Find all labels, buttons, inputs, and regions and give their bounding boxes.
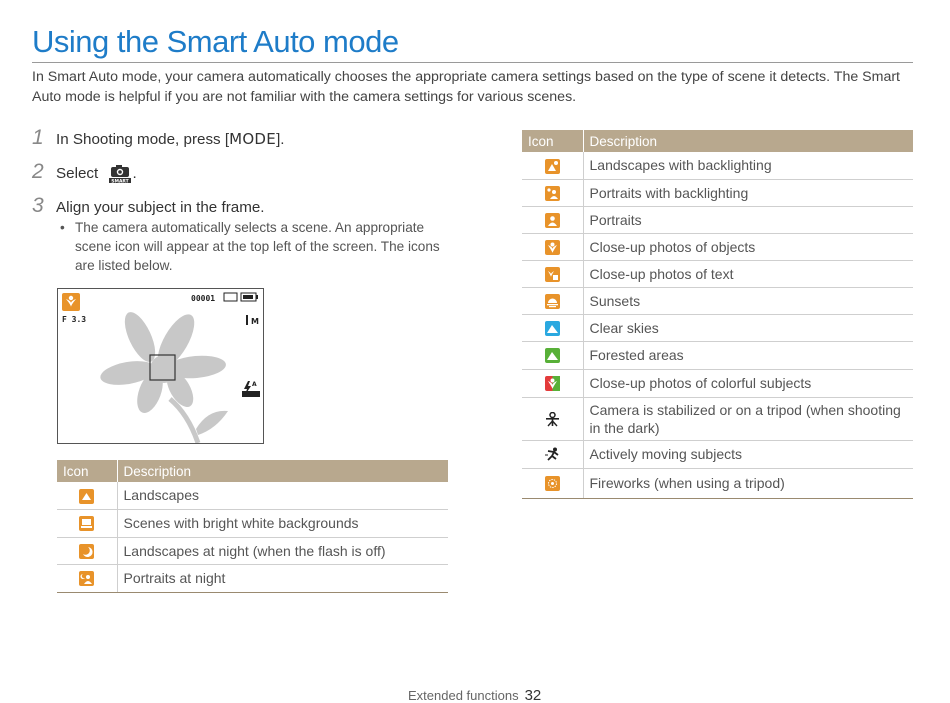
row-description: Forested areas	[583, 341, 913, 369]
row-description: Close-up photos of objects	[583, 233, 913, 260]
page-footer	[408, 687, 541, 703]
table-row	[522, 260, 913, 287]
scene-icons-table-right	[522, 130, 913, 499]
table-row	[522, 397, 913, 440]
row-description: Landscapes at night (when the flash is off)	[117, 537, 448, 564]
blue-sky-icon	[545, 321, 560, 336]
step-number: 1	[32, 126, 44, 149]
svg-text:M: M	[251, 317, 259, 326]
night-landscape-icon	[79, 544, 94, 559]
table-row	[522, 179, 913, 206]
memory-icon	[224, 293, 237, 301]
row-description: Clear skies	[583, 314, 913, 341]
step-3-note: • The camera automatically selects a scene. An appropriate scene icon will appear at the top left of the screen. The icons are listed below.	[60, 218, 455, 275]
fireworks-icon	[545, 476, 560, 491]
macro-icon	[545, 240, 560, 255]
aperture-value: F 3.3	[62, 315, 87, 324]
scene-icons-table-left	[57, 460, 448, 593]
table-row	[522, 369, 913, 397]
row-description: Portraits at night	[117, 564, 448, 592]
title-divider	[32, 62, 913, 63]
step-text: Select SMART .	[56, 165, 137, 184]
table-row	[57, 509, 448, 537]
macro-text-icon	[545, 267, 560, 282]
row-description: Portraits with backlighting	[583, 179, 913, 206]
step-2	[32, 160, 137, 184]
battery-icon	[243, 295, 253, 299]
table-row	[57, 537, 448, 564]
forest-icon	[545, 348, 560, 363]
row-description: Camera is stabilized or on a tripod (when shooting in the dark)	[583, 397, 913, 440]
column-header-description: Description	[583, 130, 913, 152]
table-row	[57, 482, 448, 509]
page-number: 32	[524, 687, 542, 703]
table-row	[522, 341, 913, 369]
row-description: Close-up photos of colorful subjects	[583, 369, 913, 397]
flower-illustration	[99, 308, 227, 417]
row-description: Close-up photos of text	[583, 260, 913, 287]
sunset-icon	[545, 294, 560, 309]
page-title: Using the Smart Auto mode	[32, 24, 399, 59]
column-header-description: Description	[117, 460, 448, 482]
portrait-icon	[545, 213, 560, 228]
table-row	[522, 206, 913, 233]
shot-counter: 00001	[191, 294, 216, 303]
row-description: Portraits	[583, 206, 913, 233]
table-row	[522, 468, 913, 498]
footer-section: Extended functions	[408, 688, 519, 703]
step-number: 2	[32, 160, 44, 183]
step-text: Align your subject in the frame.	[56, 199, 265, 216]
column-header-icon: Icon	[57, 460, 117, 482]
backlight-portrait-icon	[545, 186, 560, 201]
svg-text:A: A	[252, 381, 257, 388]
svg-text:SMART: SMART	[111, 179, 130, 184]
smart-mode-icon	[242, 391, 260, 397]
white-icon	[79, 516, 94, 531]
table-row	[522, 287, 913, 314]
tripod-icon	[545, 412, 560, 427]
smart-auto-icon	[108, 164, 132, 184]
scene-icon	[62, 293, 80, 311]
action-icon	[545, 447, 560, 462]
step-3	[32, 194, 265, 218]
row-description: Landscapes with backlighting	[583, 152, 913, 179]
table-row	[522, 440, 913, 468]
row-description: Actively moving subjects	[583, 440, 913, 468]
table-row	[522, 152, 913, 179]
image-size-icon	[246, 315, 248, 325]
landscape-icon	[79, 489, 94, 504]
night-portrait-icon	[79, 571, 94, 586]
table-row	[522, 314, 913, 341]
column-header-icon: Icon	[522, 130, 583, 152]
row-description: Sunsets	[583, 287, 913, 314]
intro-paragraph: In Smart Auto mode, your camera automatically chooses the appropriate camera settings based on the type of scene it detects. The Smart Auto mode is helpful if you are not familiar with the camera settings for various scenes.	[32, 69, 900, 105]
row-description: Scenes with bright white backgrounds	[117, 509, 448, 537]
table-row	[57, 564, 448, 592]
table-row	[522, 233, 913, 260]
camera-screen-illustration	[57, 288, 264, 444]
step-1	[32, 126, 285, 150]
row-description: Landscapes	[117, 482, 448, 509]
step-number: 3	[32, 194, 44, 217]
step-text: In Shooting mode, press [MODE].	[56, 130, 285, 148]
macro-color-icon	[545, 376, 560, 391]
row-description: Fireworks (when using a tripod)	[583, 468, 913, 498]
backlight-landscape-icon	[545, 159, 560, 174]
mode-key: MODE	[229, 130, 277, 148]
